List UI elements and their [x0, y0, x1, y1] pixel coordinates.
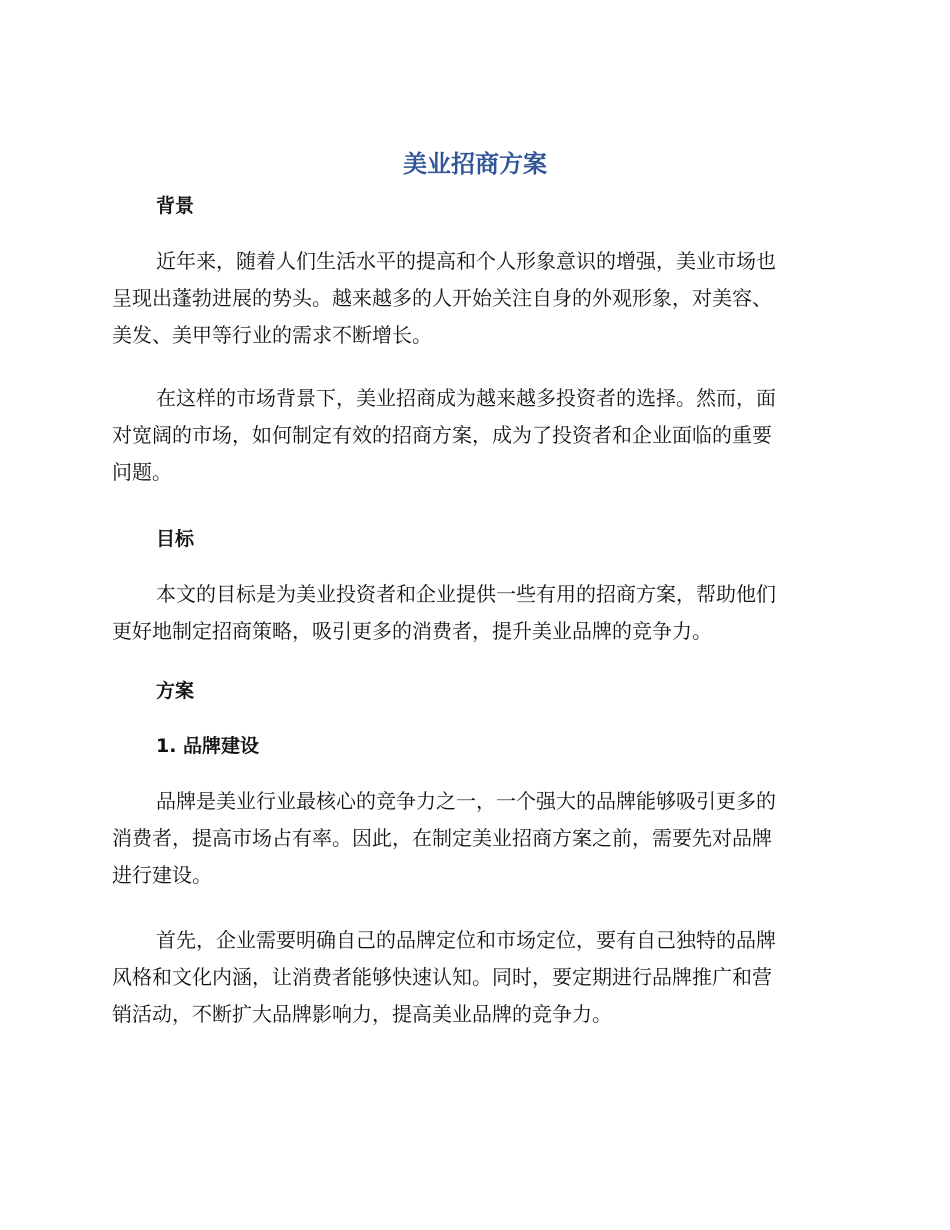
section-heading-plan: 方案 [156, 680, 195, 702]
section-heading-background: 背景 [156, 195, 195, 217]
paragraph-line: 风格和文化内涵，让消费者能够快速认知。同时，要定期进行品牌推广和营 [112, 965, 772, 989]
paragraph-background-1 [112, 243, 832, 354]
paragraph-line: 首先，企业需要明确自己的品牌定位和市场定位，要有自己独特的品牌 [156, 928, 776, 952]
paragraph-line: 品牌是美业行业最核心的竞争力之一，一个强大的品牌能够吸引更多的 [156, 789, 776, 813]
paragraph-brand-1 [112, 783, 832, 894]
paragraph-line: 本文的目标是为美业投资者和企业提供一些有用的招商方案，帮助他们 [156, 582, 776, 606]
paragraph-line: 消费者，提高市场占有率。因此，在制定美业招商方案之前，需要先对品牌 [112, 826, 772, 850]
paragraph-brand-2 [112, 922, 832, 1033]
subsection-heading-brand: 1. 品牌建设 [156, 735, 260, 757]
section-heading-goal: 目标 [156, 528, 195, 550]
paragraph-line: 问题。 [112, 460, 172, 484]
paragraph-line: 更好地制定招商策略，吸引更多的消费者，提升美业品牌的竞争力。 [112, 619, 712, 643]
document-title: 美业招商方案 [403, 150, 547, 178]
paragraph-line: 近年来，随着人们生活水平的提高和个人形象意识的增强，美业市场也 [156, 249, 776, 273]
paragraph-line: 对宽阔的市场，如何制定有效的招商方案，成为了投资者和企业面临的重要 [112, 423, 772, 447]
paragraph-background-2 [112, 380, 832, 491]
paragraph-line: 在这样的市场背景下，美业招商成为越来越多投资者的选择。然而，面 [156, 386, 776, 410]
paragraph-goal-1 [112, 576, 832, 650]
paragraph-line: 美发、美甲等行业的需求不断增长。 [112, 323, 432, 347]
paragraph-line: 进行建设。 [112, 863, 212, 887]
paragraph-line: 呈现出蓬勃进展的势头。越来越多的人开始关注自身的外观形象，对美容、 [112, 286, 772, 310]
paragraph-line: 销活动，不断扩大品牌影响力，提高美业品牌的竞争力。 [112, 1002, 612, 1026]
